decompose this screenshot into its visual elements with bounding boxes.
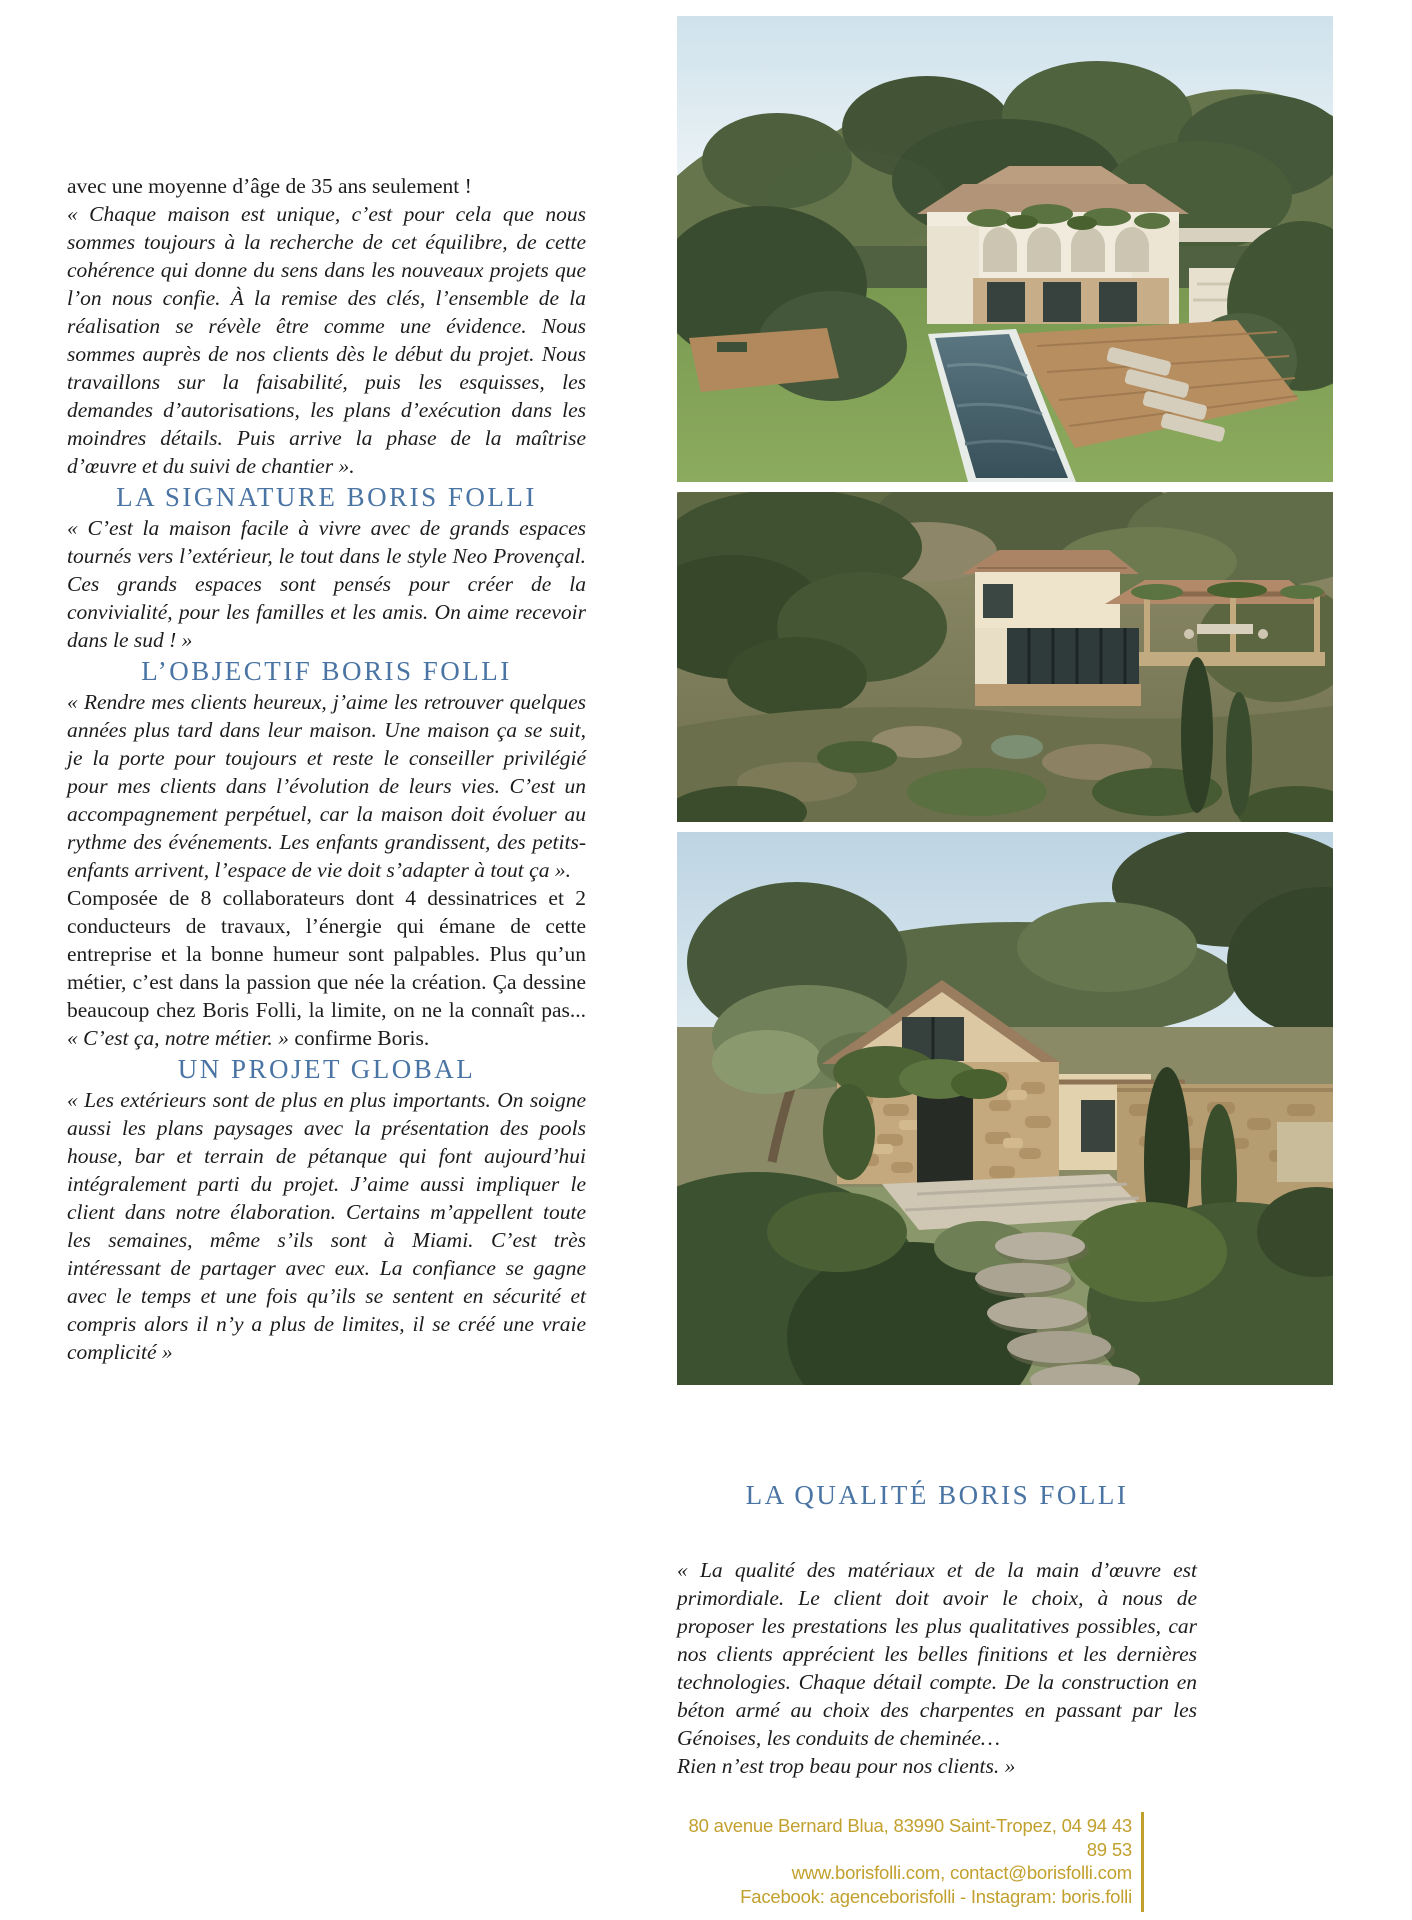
article-right-column	[677, 0, 1412, 1920]
photo-stone-house-path	[677, 832, 1333, 1385]
qualite-quote-part1: « La qualité des matériaux et de la main d’œuvre est primordiale. Le client doit avoir le choix, à nous de proposer les prestations les plus qualitatives possibles, car nos clients apprécient les belles finitions et les dernières technologies. Chaque détail compte. De la construction en béton armé au choix des charpentes en passant par les Génoises, les conduits de cheminée…	[677, 1558, 1197, 1750]
contact-address: 80 avenue Bernard Blua, 83990 Saint-Tropez, 04 94 43 89 53	[688, 1815, 1132, 1860]
heading-projet-global: UN PROJET GLOBAL	[177, 1054, 476, 1084]
villa-hillside-illustration	[677, 492, 1333, 822]
team-paragraph-quote: « C’est ça, notre métier. »	[67, 1026, 289, 1050]
cypress	[1226, 692, 1252, 816]
heading-objectif: L’OBJECTIF BORIS FOLLI	[141, 656, 512, 686]
photo-villa-hillside	[677, 492, 1333, 822]
qualite-quote	[677, 1556, 1197, 1780]
team-paragraph	[67, 884, 586, 1052]
team-paragraph-part1: Composée de 8 collaborateurs dont 4 dessinatrices et 2 conducteurs de travaux, l’énergie qui émane de cette entreprise et la bonne humeur sont palpables. Plus qu’un métier, c’est dans la passion que née la création. Ça dessine beaucoup chez Boris Folli, la limite, on ne la connaît pas...	[67, 886, 586, 1022]
signature-quote: « C’est la maison facile à vivre avec de grands espaces tournés vers l’extérieur, le tout dans le style Neo Provençal. Ces grands espaces sont pensés pour créer de la convivialité, pour les familles et les amis. On aime recevoir dans le sud ! »	[67, 516, 586, 652]
contact-web-email: www.borisfolli.com, contact@borisfolli.com	[791, 1862, 1132, 1883]
stone-house-illustration	[677, 832, 1333, 1385]
team-paragraph-part2: confirme Boris.	[288, 1026, 430, 1050]
article-left-column	[67, 172, 586, 1366]
objectif-quote: « Rendre mes clients heureux, j’aime les retrouver quelques années plus tard dans leur maison. Une maison ça se suit, je la porte pour toujours et reste le conseiller privilégié pour mes clients dans l’évolution de leurs vies. C’est un accompagnement perpétuel, car la maison doit évoluer au rythme des événements. Les enfants grandissent, des petits-enfants arrivent, l’espace de vie doit s’adapter à tout ça ».	[67, 690, 586, 882]
cypress	[1181, 657, 1213, 813]
contact-social: Facebook: agenceborisfolli - Instagram: boris.folli	[740, 1885, 1132, 1907]
intro-quote: « Chaque maison est unique, c’est pour cela que nous sommes toujours à la recherche de cet équilibre, de cette cohérence qui donne du sens dans les nouveaux projets que l’on nous confie. À la remise des clés, l’ensemble de la réalisation se révèle être comme une évidence. Nous sommes auprès de nos clients dès le début du projet. Nous travaillons sur la faisabilité, puis les esquisses, les demandes d’autorisations, les plans d’exécution dans les moindres détails. Puis arrive la phase de la maîtrise d’œuvre et du suivi de chantier ».	[67, 202, 586, 478]
heading-signature: LA SIGNATURE BORIS FOLLI	[116, 482, 537, 512]
heading-qualite: LA QUALITÉ BORIS FOLLI	[745, 1480, 1129, 1510]
photo-villa-aerial-pool	[677, 16, 1333, 482]
projet-quote: « Les extérieurs sont de plus en plus importants. On soigne aussi les plans paysages avec la présentation des pools house, bar et terrain de pétanque qui font aujourd’hui intégralement parti du projet. J’aime aussi impliquer le client dans notre élaboration. Certains m’appellent toute les semaines, même s’ils sont à Miami. C’est très intéressant de partager avec eux. La confiance se gagne avec le temps et une fois qu’ils se sentent en sécurité et compris alors il n’y a plus de limites, il se créé une vraie complicité »	[67, 1088, 586, 1364]
intro-lead: avec une moyenne d’âge de 35 ans seulement !	[67, 174, 472, 198]
contact-block	[677, 1812, 1144, 1912]
villa-aerial-pool-illustration	[677, 16, 1333, 482]
qualite-quote-part2: Rien n’est trop beau pour nos clients. »	[677, 1754, 1016, 1778]
doorway	[917, 1084, 973, 1184]
